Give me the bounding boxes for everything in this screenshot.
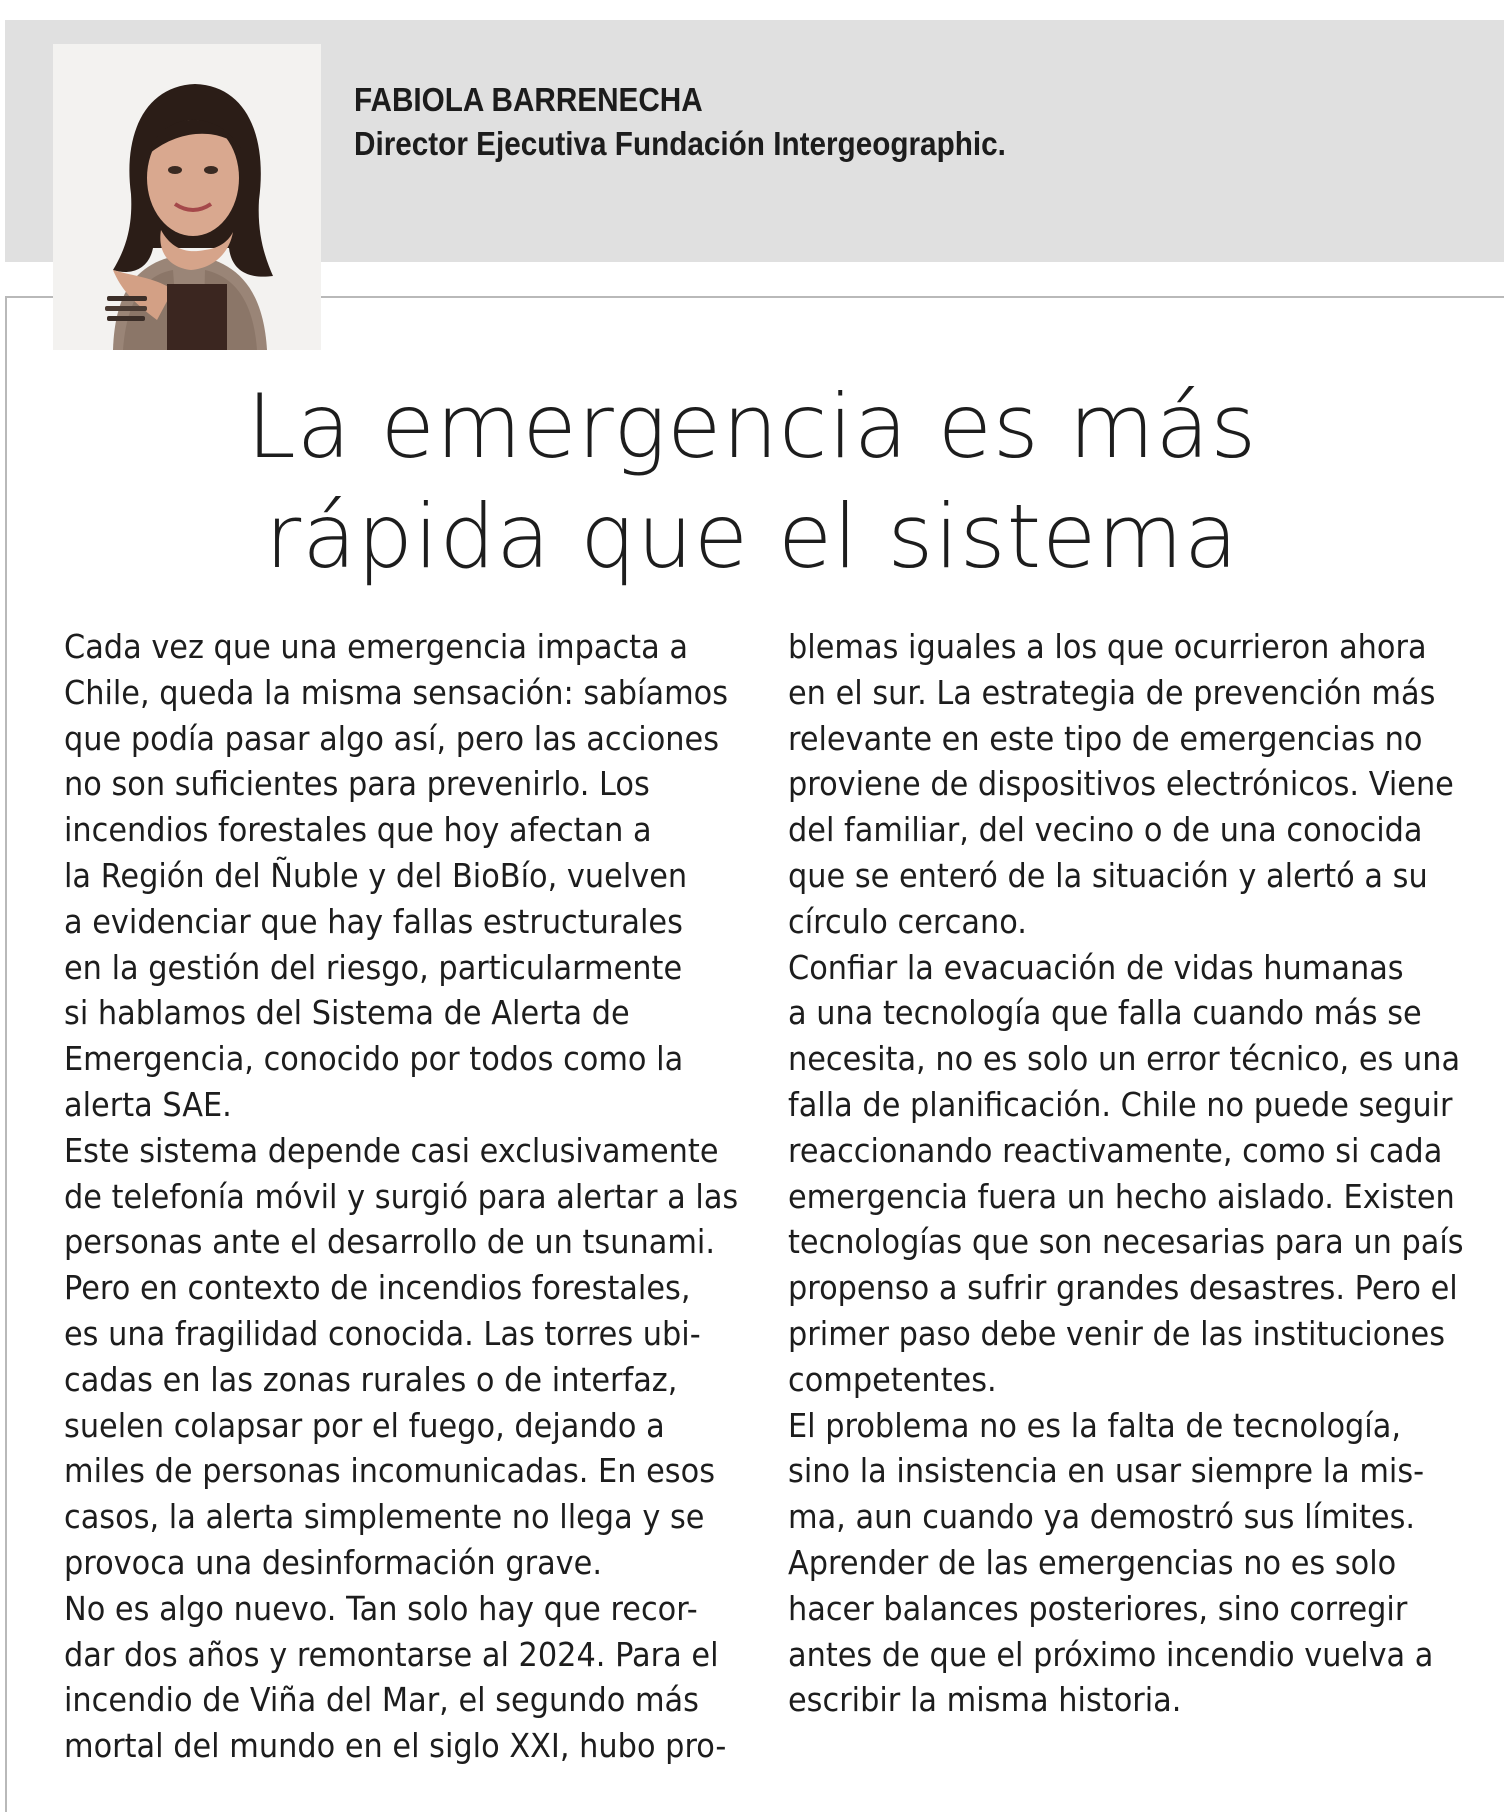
- body-line: proviene de dispositivos electrónicos. Viene: [788, 764, 1454, 804]
- body-line: competentes.: [788, 1359, 997, 1399]
- body-line: en el sur. La estrategia de prevención más: [788, 672, 1436, 712]
- body-line: Pero en contexto de incendios forestales,: [64, 1268, 691, 1308]
- body-line: provoca una desinformación grave.: [64, 1542, 602, 1582]
- body-line: propenso a sufrir grandes desastres. Pero el: [788, 1268, 1458, 1308]
- body-line: tecnologías que son necesarias para un país: [788, 1222, 1464, 1262]
- body-line: mortal del mundo en el siglo XXI, hubo pro-: [64, 1726, 727, 1766]
- body-line: El problema no es la falta de tecnología,: [788, 1405, 1402, 1445]
- body-line: ma, aun cuando ya demostró sus límites.: [788, 1497, 1416, 1537]
- body-line: Chile, queda la misma sensación: sabíamos: [64, 672, 729, 712]
- body-line: si hablamos del Sistema de Alerta de: [64, 993, 630, 1033]
- body-line: Este sistema depende casi exclusivamente: [64, 1130, 719, 1170]
- author-photo: [53, 44, 321, 350]
- body-line: incendios forestales que hoy afectan a: [64, 810, 652, 850]
- body-line: personas ante el desarrollo de un tsunami.: [64, 1222, 716, 1262]
- body-line: primer paso debe venir de las instituciones: [788, 1313, 1446, 1353]
- body-line: alerta SAE.: [64, 1084, 232, 1124]
- headline-line-2: rápida que el sistema: [265, 485, 1239, 588]
- body-column-left: [64, 624, 740, 1769]
- body-line: suelen colapsar por el fuego, dejando a: [64, 1405, 665, 1445]
- body-line: Cada vez que una emergencia impacta a: [64, 627, 688, 666]
- body-line: sino la insistencia en usar siempre la mis-: [788, 1451, 1425, 1491]
- body-line: escribir la misma historia.: [788, 1680, 1182, 1720]
- body-line: del familiar, del vecino o de una conocida: [788, 810, 1423, 850]
- body-line: que se enteró de la situación y alertó a su: [788, 855, 1428, 895]
- body-line: círculo cercano.: [788, 901, 1027, 941]
- body-line: antes de que el próximo incendio vuelva a: [788, 1634, 1434, 1674]
- body-line: cadas en las zonas rurales o de interfaz,: [64, 1359, 678, 1399]
- body-line: no son suficientes para prevenirlo. Los: [64, 764, 650, 804]
- body-line: incendio de Viña del Mar, el segundo más: [64, 1680, 699, 1720]
- body-line: miles de personas incomunicadas. En esos: [64, 1451, 716, 1491]
- body-line: de telefonía móvil y surgió para alertar a las: [64, 1176, 739, 1216]
- body-line: blemas iguales a los que ocurrieron ahora: [788, 627, 1427, 666]
- body-line: emergencia fuera un hecho aislado. Existen: [788, 1176, 1455, 1216]
- body-line: Aprender de las emergencias no es solo: [788, 1542, 1397, 1582]
- body-line: Confiar la evacuación de vidas humanas: [788, 947, 1404, 987]
- headline: [0, 372, 1504, 592]
- author-byline: [354, 78, 1078, 166]
- body-line: en la gestión del riesgo, particularmente: [64, 947, 683, 987]
- body-line: dar dos años y remontarse al 2024. Para el: [64, 1634, 719, 1674]
- body-line: relevante en este tipo de emergencias no: [788, 718, 1423, 758]
- body-line: No es algo nuevo. Tan solo hay que recor-: [64, 1588, 698, 1628]
- author-name: FABIOLA BARRENECHA: [354, 81, 703, 118]
- body-column-right: [788, 624, 1464, 1723]
- body-line: Emergencia, conocido por todos como la: [64, 1039, 684, 1079]
- body-line: a una tecnología que falla cuando más se: [788, 993, 1422, 1033]
- body-line: hacer balances posteriores, sino corregir: [788, 1588, 1408, 1628]
- body-line: reaccionando reactivamente, como si cada: [788, 1130, 1443, 1170]
- body-line: falla de planificación. Chile no puede seguir: [788, 1084, 1453, 1124]
- body-line: la Región del Ñuble y del BioBío, vuelven: [64, 855, 688, 895]
- body-line: necesita, no es solo un error técnico, es una: [788, 1039, 1461, 1079]
- author-role: Director Ejecutiva Fundación Intergeographic.: [354, 125, 1006, 162]
- body-line: casos, la alerta simplemente no llega y se: [64, 1497, 705, 1537]
- body-line: que podía pasar algo así, pero las acciones: [64, 718, 720, 758]
- body-line: a evidenciar que hay fallas estructurales: [64, 901, 683, 941]
- headline-line-1: La emergencia es más: [246, 375, 1258, 478]
- body-line: es una fragilidad conocida. Las torres ubi-: [64, 1313, 701, 1353]
